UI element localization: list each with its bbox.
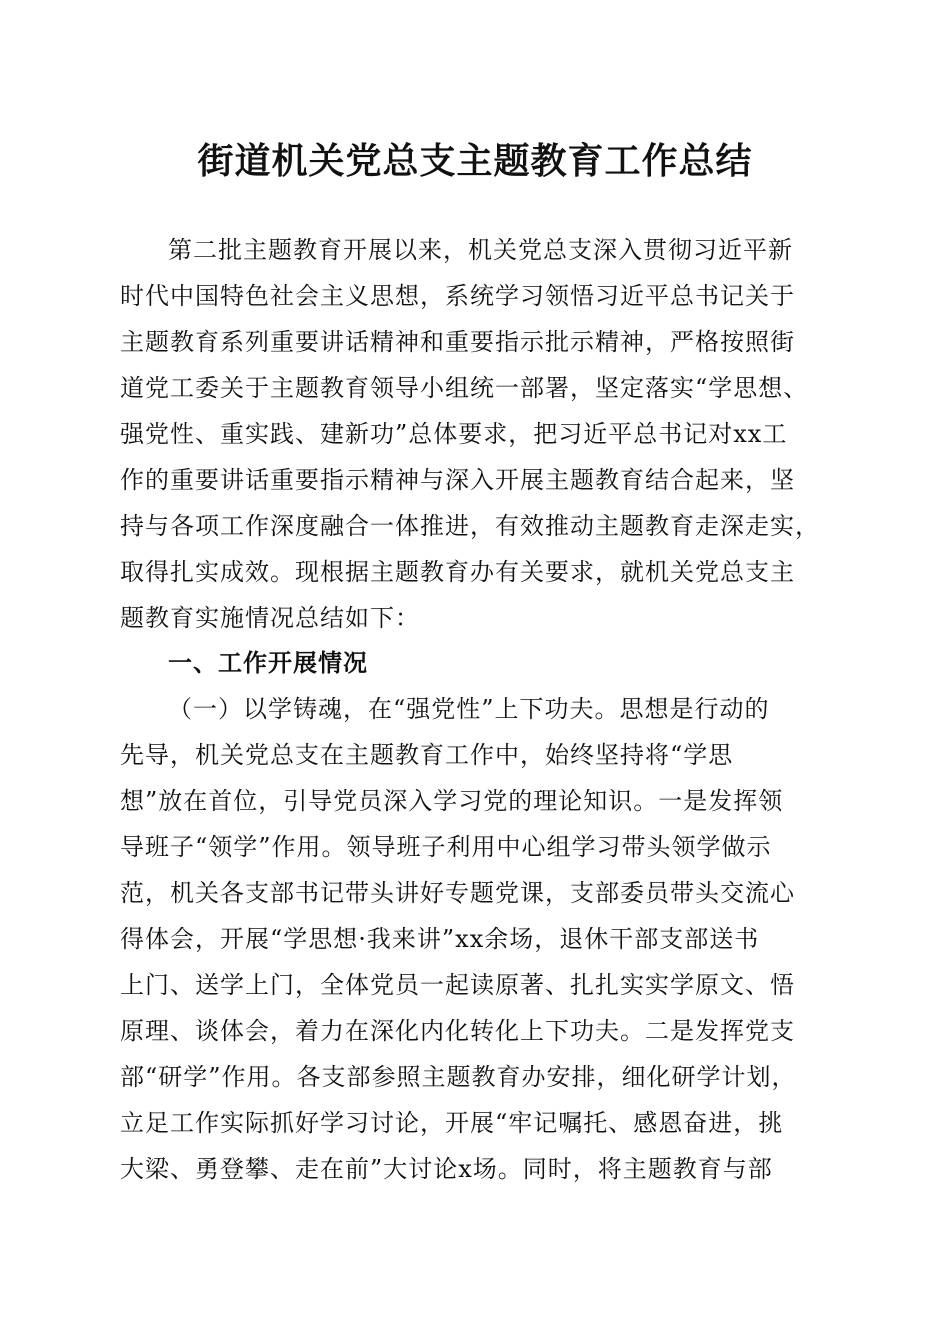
paragraph-line: 立足工作实际抓好学习讨论，开展“牢记嘱托、感恩奋进，挑 [120,1109,784,1137]
section-heading: 一、工作开展情况 [168,649,368,677]
paragraph-line: 范，机关各支部书记带头讲好专题党课，支部委员带头交流心 [120,879,795,907]
paragraph-line: 部“研学”作用。各支部参照主题教育办安排，细化研学计划， [120,1063,797,1091]
paragraph-line: 得体会，开展“学思想·我来讲”xx余场，退休干部支部送书 [120,925,760,953]
paragraph-line: 强党性、重实践、建新功”总体要求，把习近平总书记对xx工 [120,420,788,448]
paragraph-line: 上门、送学上门，全体党员一起读原著、扎扎实实学原文、悟 [120,971,795,999]
paragraph-line: 主题教育系列重要讲话精神和重要指示批示精神，严格按照街 [120,328,795,356]
paragraph-line: 第二批主题教育开展以来，机关党总支深入贯彻习近平新 [168,236,793,264]
paragraph-line: 题教育实施情况总结如下： [120,604,420,632]
paragraph-line: 想”放在首位，引导党员深入学习党的理论知识。一是发挥领 [120,787,784,815]
paragraph-line: 作的重要讲话重要指示精神与深入开展主题教育结合起来，坚 [120,466,795,494]
paragraph-line: 持与各项工作深度融合一体推进，有效推动主题教育走深走实， [120,512,820,540]
paragraph-line: （一）以学铸魂，在“强党性”上下功夫。思想是行动的 [168,695,770,723]
paragraph-line: 导班子“领学”作用。领导班子利用中心组学习带头领学做示 [120,833,772,861]
paragraph-line: 道党工委关于主题教育领导小组统一部署，坚定落实“学思想、 [120,374,809,402]
paragraph-line: 原理、谈体会，着力在深化内化转化上下功夫。二是发挥党支 [120,1017,795,1045]
paragraph-line: 大梁、勇登攀、走在前”大讨论x场。同时，将主题教育与部 [120,1155,773,1183]
paragraph-line: 先导，机关党总支在主题教育工作中，始终坚持将“学思 [120,741,734,769]
paragraph-line: 取得扎实成效。现根据主题教育办有关要求，就机关党总支主 [120,558,795,586]
document-title: 街道机关党总支主题教育工作总结 [197,140,753,182]
paragraph-line: 时代中国特色社会主义思想，系统学习领悟习近平总书记关于 [120,282,795,310]
